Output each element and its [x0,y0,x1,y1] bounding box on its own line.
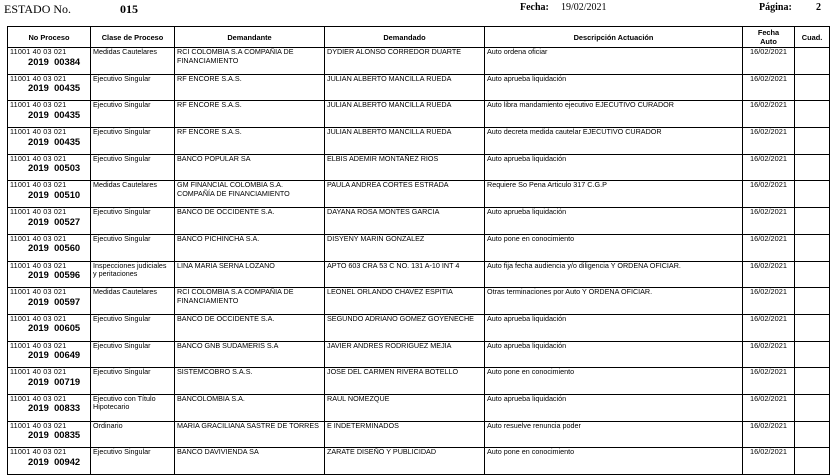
table-row [8,394,830,421]
proceso-numero: 00435 [54,82,81,94]
cell-no-proceso [8,101,91,128]
table-row [8,48,830,75]
proceso-numero: 00942 [54,455,81,467]
cell-descripcion: Requiere So Pena Articulo 317 C.G.P [485,181,743,208]
cell-fecha-auto: 16/02/2021 [743,154,795,181]
cell-descripcion: Auto aprueba liquidación [485,74,743,101]
proceso-radicado [10,323,88,333]
cell-demandante: BANCO DAVIVIENDA SA [175,448,325,475]
cell-descripcion: Otras terminaciones por Auto Y ORDENA OFICIAR. [485,288,743,315]
cell-no-proceso [8,181,91,208]
proceso-numero: 00597 [54,295,81,307]
proceso-codigo: 11001 40 03 021 [10,153,67,163]
col-header-no-proceso: No Proceso [8,27,91,48]
cell-cuad [795,448,830,475]
cell-cuad [795,421,830,448]
proceso-codigo: 11001 40 03 021 [10,100,67,110]
cell-demandado: JULIAN ALBERTO MANCILLA RUEDA [325,74,485,101]
proceso-anio: 2019 [28,375,49,387]
cell-demandado: SEGUNDO ADRIANO GOMEZ GOYENECHE [325,314,485,341]
proceso-numero: 00719 [54,375,81,387]
col-header-fecha: Fecha [757,28,780,37]
cell-clase: Ordinario [91,421,175,448]
cell-demandante: RF ENCORE S.A.S. [175,128,325,155]
proceso-numero: 00503 [54,162,81,174]
cell-cuad [795,234,830,261]
proceso-anio: 2019 [28,349,49,361]
proceso-radicado [10,297,88,307]
proceso-numero: 00835 [54,429,81,441]
proceso-radicado [10,110,88,120]
cell-clase: Ejecutivo con Título Hipotecario [91,394,175,421]
proceso-numero: 00560 [54,242,81,254]
proceso-anio: 2019 [28,188,49,200]
proceso-anio: 2019 [28,242,49,254]
cell-descripcion: Auto pone en conocimiento [485,448,743,475]
cell-demandado: ZARATE DISEÑO Y PUBLICIDAD [325,448,485,475]
cell-cuad [795,101,830,128]
table-row [8,128,830,155]
proceso-numero: 00596 [54,269,81,280]
cell-descripcion: Auto pone en conocimiento [485,368,743,395]
cell-demandado: JULIAN ALBERTO MANCILLA RUEDA [325,101,485,128]
cell-fecha-auto: 16/02/2021 [743,128,795,155]
cell-no-proceso [8,48,91,75]
proceso-numero: 00527 [54,215,81,227]
cell-descripcion: Auto libra mandamiento ejecutivo EJECUTIVO CURADOR [485,101,743,128]
proceso-radicado [10,403,88,413]
cell-cuad [795,208,830,235]
proceso-codigo: 11001 40 03 021 [10,447,67,457]
cell-descripcion: Auto pone en conocimiento [485,234,743,261]
cell-no-proceso [8,234,91,261]
cell-cuad [795,288,830,315]
proceso-anio: 2019 [28,429,49,441]
proceso-radicado [10,350,88,360]
estado-table [7,26,830,475]
proceso-radicado [10,57,88,67]
proceso-radicado [10,217,88,227]
cell-demandado: DYDIER ALONSO CORREDOR DUARTE [325,48,485,75]
proceso-radicado [10,83,88,93]
proceso-anio: 2019 [28,162,49,174]
proceso-codigo: 11001 40 03 021 [10,313,67,323]
table-row [8,181,830,208]
cell-demandante: BANCO DE OCCIDENTE S.A. [175,314,325,341]
cell-clase: Ejecutivo Singular [91,128,175,155]
cell-demandado: JULIAN ALBERTO MANCILLA RUEDA [325,128,485,155]
cell-demandante: RCI COLOMBIA S.A COMPAÑIA DE FINANCIAMIENTO [175,288,325,315]
table-row [8,421,830,448]
cell-fecha-auto: 16/02/2021 [743,181,795,208]
cell-demandante: RF ENCORE S.A.S. [175,101,325,128]
col-header-descripcion: Descripción Actuación [485,27,743,48]
cell-no-proceso [8,208,91,235]
cell-fecha-auto: 16/02/2021 [743,394,795,421]
cell-no-proceso [8,288,91,315]
cell-cuad [795,48,830,75]
proceso-numero: 00384 [54,55,81,67]
cell-no-proceso [8,394,91,421]
cell-clase: Ejecutivo Singular [91,314,175,341]
proceso-numero: 00510 [54,188,81,200]
proceso-codigo: 11001 40 03 021 [10,233,67,243]
proceso-codigo: 11001 40 03 021 [10,340,67,350]
proceso-codigo: 11001 40 03 021 [10,420,67,430]
proceso-radicado [10,163,88,173]
table-row [8,208,830,235]
cell-demandante: BANCO GNB SUDAMERIS S.A [175,341,325,368]
cell-demandante: GM FINANCIAL COLOMBIA S.A. COMPAÑÍA DE FINANCIAMIENTO [175,181,325,208]
table-body [8,48,830,475]
col-header-clase: Clase de Proceso [91,27,175,48]
proceso-anio: 2019 [28,215,49,227]
cell-descripcion: Auto aprueba liquidación [485,208,743,235]
proceso-radicado [10,243,88,253]
cell-descripcion: Auto aprueba liquidación [485,394,743,421]
proceso-codigo: 11001 40 03 021 [10,287,67,297]
cell-demandado: ELBIS ADEMIR MONTAÑEZ RIOS [325,154,485,181]
proceso-anio: 2019 [28,455,49,467]
table-row [8,234,830,261]
cell-fecha-auto: 16/02/2021 [743,341,795,368]
cell-clase: Ejecutivo Singular [91,208,175,235]
cell-cuad [795,394,830,421]
proceso-anio: 2019 [28,269,49,280]
cell-fecha-auto: 16/02/2021 [743,101,795,128]
cell-demandado: JAVIER ANDRES RODRIGUEZ MEJIA [325,341,485,368]
proceso-anio: 2019 [28,82,49,94]
cell-descripcion: Auto aprueba liquidación [485,341,743,368]
pagina-label: Página: [759,2,792,13]
cell-clase: Inspecciones judiciales y peritaciones [91,261,175,288]
cell-descripcion: Auto fija fecha audiencia y/o diligencia Y ORDENA OFICIAR. [485,261,743,288]
proceso-numero: 00605 [54,322,81,334]
cell-no-proceso [8,74,91,101]
col-header-fecha-auto [743,27,795,48]
table-row [8,154,830,181]
cell-descripcion: Auto decreta medida cautelar EJECUTIVO CURADOR [485,128,743,155]
cell-clase: Ejecutivo Singular [91,234,175,261]
proceso-radicado [10,430,88,440]
proceso-codigo: 11001 40 03 021 [10,73,67,83]
cell-cuad [795,181,830,208]
proceso-anio: 2019 [28,135,49,147]
cell-demandante: BANCO POPULAR SA [175,154,325,181]
proceso-radicado [10,137,88,147]
cell-clase: Ejecutivo Singular [91,74,175,101]
cell-clase: Ejecutivo Singular [91,368,175,395]
cell-descripcion: Auto resuelve renuncia poder [485,421,743,448]
cell-demandante: BANCO DE OCCIDENTE S.A. [175,208,325,235]
table-header-row [8,27,830,48]
proceso-anio: 2019 [28,108,49,120]
cell-descripcion: Auto ordena oficiar [485,48,743,75]
estado-label: ESTADO No. [4,2,72,16]
proceso-codigo: 11001 40 03 021 [10,207,67,217]
table-row [8,448,830,475]
cell-cuad [795,128,830,155]
cell-fecha-auto: 16/02/2021 [743,234,795,261]
pagina-value: 2 [816,2,821,13]
cell-demandado: E INDETERMINADOS [325,421,485,448]
proceso-codigo: 11001 40 03 021 [10,127,67,137]
table-row [8,314,830,341]
fecha-label: Fecha: [520,2,549,13]
cell-demandado: PAULA ANDREA CORTES ESTRADA [325,181,485,208]
table-row [8,288,830,315]
proceso-anio: 2019 [28,402,49,414]
proceso-codigo: 11001 40 03 021 [10,47,67,56]
cell-no-proceso [8,154,91,181]
cell-demandado: DISYENY MARIN GONZALEZ [325,234,485,261]
table-row [8,261,830,288]
cell-clase: Ejecutivo Singular [91,101,175,128]
cell-demandado: JOSE DEL CARMEN RIVERA BOTELLO [325,368,485,395]
cell-fecha-auto: 16/02/2021 [743,314,795,341]
proceso-radicado [10,377,88,387]
cell-no-proceso [8,314,91,341]
cell-fecha-auto: 16/02/2021 [743,448,795,475]
proceso-radicado [10,270,88,280]
proceso-radicado [10,190,88,200]
proceso-codigo: 11001 40 03 021 [10,393,67,403]
cell-no-proceso [8,368,91,395]
cell-demandado: LEONEL ORLANDO CHAVEZ ESPITIA [325,288,485,315]
cell-cuad [795,341,830,368]
cell-cuad [795,368,830,395]
estado-number: 015 [120,2,138,16]
cell-clase: Medidas Cautelares [91,181,175,208]
proceso-radicado [10,457,88,467]
col-header-cuad: Cuad. [795,27,830,48]
cell-fecha-auto: 16/02/2021 [743,421,795,448]
cell-demandante: LINA MARIA SERNA LOZANO [175,261,325,288]
cell-cuad [795,154,830,181]
cell-cuad [795,314,830,341]
col-header-demandante: Demandante [175,27,325,48]
cell-demandante: BANCO PICHINCHA S.A. [175,234,325,261]
cell-demandado: APTO 603 CRA 53 C NO. 131 A-10 INT 4 [325,261,485,288]
proceso-numero: 00833 [54,402,81,414]
cell-no-proceso [8,448,91,475]
cell-demandado: RAUL NOMEZQUE [325,394,485,421]
cell-clase: Medidas Cautelares [91,288,175,315]
cell-fecha-auto: 16/02/2021 [743,48,795,75]
proceso-numero: 00649 [54,349,81,361]
proceso-anio: 2019 [28,55,49,67]
cell-no-proceso [8,421,91,448]
table-row [8,341,830,368]
cell-demandado: DAYANA ROSA MONTES GARCIA [325,208,485,235]
cell-cuad [795,74,830,101]
proceso-anio: 2019 [28,295,49,307]
report-header [0,0,834,22]
proceso-codigo: 11001 40 03 021 [10,180,67,190]
table-row [8,101,830,128]
cell-clase: Medidas Cautelares [91,48,175,75]
cell-no-proceso [8,128,91,155]
cell-no-proceso [8,341,91,368]
proceso-numero: 00435 [54,135,81,147]
cell-fecha-auto: 16/02/2021 [743,288,795,315]
proceso-anio: 2019 [28,322,49,334]
cell-demandante: RCI COLOMBIA S.A COMPAÑIA DE FINANCIAMIENTO [175,48,325,75]
cell-demandante: SISTEMCOBRO S.A.S. [175,368,325,395]
cell-descripcion: Auto aprueba liquidación [485,154,743,181]
proceso-codigo: 11001 40 03 021 [10,260,67,270]
cell-clase: Ejecutivo Singular [91,448,175,475]
cell-clase: Ejecutivo Singular [91,154,175,181]
col-header-auto: Auto [760,37,777,46]
cell-cuad [795,261,830,288]
cell-fecha-auto: 16/02/2021 [743,74,795,101]
cell-no-proceso [8,261,91,288]
cell-fecha-auto: 16/02/2021 [743,261,795,288]
cell-descripcion: Auto aprueba liquidación [485,314,743,341]
cell-demandante: MARIA GRACILIANA SASTRE DE TORRES [175,421,325,448]
table-row [8,74,830,101]
cell-clase: Ejecutivo Singular [91,341,175,368]
proceso-codigo: 11001 40 03 021 [10,367,67,377]
cell-fecha-auto: 16/02/2021 [743,208,795,235]
cell-fecha-auto: 16/02/2021 [743,368,795,395]
proceso-numero: 00435 [54,108,81,120]
col-header-demandado: Demandado [325,27,485,48]
fecha-value: 19/02/2021 [561,2,607,13]
table-row [8,368,830,395]
cell-demandante: BANCOLOMBIA S.A. [175,394,325,421]
cell-demandante: RF ENCORE S.A.S. [175,74,325,101]
